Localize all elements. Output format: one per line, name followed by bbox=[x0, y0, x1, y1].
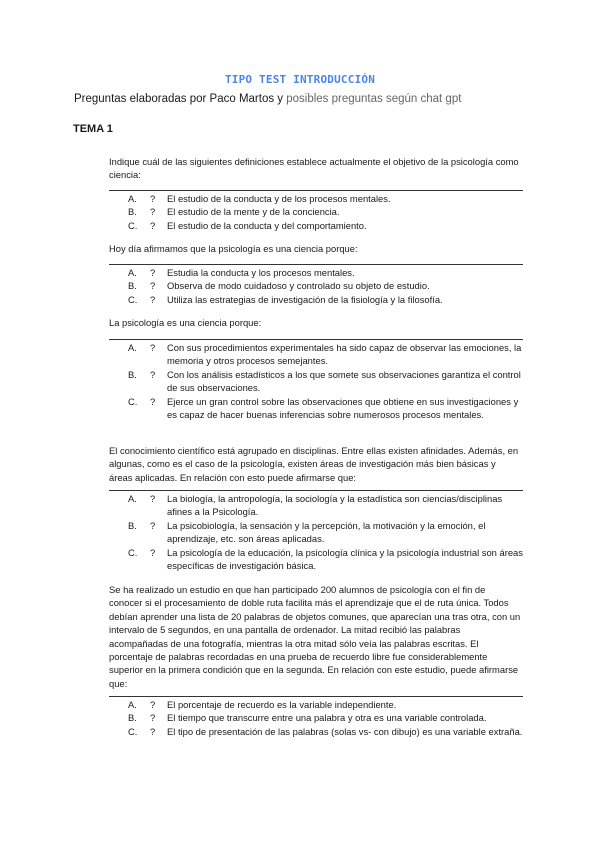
option-mark: ? bbox=[150, 699, 156, 710]
option-2b bbox=[128, 279, 523, 292]
option-text: Con sus procedimientos experimentales ha sido capaz de observar las emociones, la memoria y otros procesos semejantes. bbox=[167, 342, 522, 367]
option-mark: ? bbox=[150, 546, 156, 558]
option-text: El tipo de presentación de las palabras (solas vs- con dibujo) es una variable extraña. bbox=[167, 725, 523, 737]
option-letter: B. bbox=[128, 519, 137, 531]
option-letter: C. bbox=[128, 219, 138, 231]
question-5-rule bbox=[109, 696, 523, 697]
option-text: El porcentaje de recuerdo es la variable independiente. bbox=[167, 699, 397, 710]
subtitle-gpt: posibles preguntas según chat gpt bbox=[286, 93, 462, 105]
option-mark: ? bbox=[150, 725, 156, 737]
option-5a bbox=[128, 698, 523, 711]
question-4-rule bbox=[109, 490, 523, 491]
option-4a bbox=[128, 492, 523, 519]
option-mark: ? bbox=[150, 280, 156, 292]
option-1b bbox=[128, 205, 523, 218]
option-letter: C. bbox=[128, 395, 138, 407]
option-mark: ? bbox=[150, 368, 156, 380]
question-1-rule bbox=[109, 190, 523, 191]
option-letter: C. bbox=[128, 725, 138, 737]
option-text: El estudio de la conducta y de los procesos mentales. bbox=[167, 193, 391, 204]
option-mark: ? bbox=[150, 395, 156, 407]
subtitle-author: Preguntas elaboradas por Paco Martos y bbox=[74, 93, 287, 105]
option-text: Estudia la conducta y los procesos mentales. bbox=[167, 267, 355, 278]
option-letter: B. bbox=[128, 206, 137, 218]
question-2-options bbox=[128, 266, 523, 306]
option-letter: C. bbox=[128, 293, 138, 305]
option-mark: ? bbox=[150, 519, 156, 531]
document-subtitle bbox=[74, 93, 461, 105]
option-text: Ejerce un gran control sobre las observaciones que obtiene en sus investigaciones y es capaz de hacer buenas inferencias sobre numerosos procesos mentales. bbox=[167, 395, 519, 421]
question-3-rule bbox=[109, 339, 523, 340]
option-letter: A. bbox=[128, 699, 137, 710]
option-letter: A. bbox=[128, 193, 137, 204]
option-text: Con los análisis estadísticos a los que somete sus observaciones garantiza el control de sus observaciones. bbox=[167, 368, 521, 394]
question-4-text: El conocimiento científico está agrupado en disciplinas. Entre ellas existen afinidades. Además, en algunas, como es el caso de la psicología, existen áreas de investigación más bien básicas y áreas aplicadas. En relación con esto puede afirmarse que: bbox=[109, 445, 519, 483]
section-heading: TEMA 1 bbox=[73, 123, 113, 135]
option-letter: C. bbox=[128, 546, 138, 558]
question-5-options bbox=[128, 698, 523, 738]
option-text: Observa de modo cuidadoso y controlado su objeto de estudio. bbox=[167, 280, 430, 292]
option-text: El estudio de la conducta y del comportamiento. bbox=[167, 219, 367, 231]
option-text: La biología, la antropología, la sociología y la estadística son ciencias/disciplinas afines a la Psicología. bbox=[167, 493, 503, 518]
option-text: Utiliza las estrategias de investigación de la fisiología y la filosofía. bbox=[167, 293, 443, 305]
question-3-options bbox=[128, 341, 523, 421]
option-3c bbox=[128, 395, 523, 422]
option-text: La psicobiología, la sensación y la percepción, la motivación y la emoción, el aprendizaje, etc. son áreas aplicadas. bbox=[167, 519, 486, 545]
option-mark: ? bbox=[150, 293, 156, 305]
option-mark: ? bbox=[150, 342, 156, 353]
question-5-text: Se ha realizado un estudio en que han participado 200 alumnos de psicología con el fin de conocer si el procesamiento de doble ruta facilita más el aprendizaje que el de ruta única. Todos debían aprender una lista de 20 palabras de objetos comunes, que aparecían una tras otra, con un intervalo de 5 segundos, en una pantalla de ordenador. La mitad recibió las palabras acompañadas de una fotografía, mientras la otra mitad sólo veía las palabras escritas. El porcentaje de palabras recordadas en una prueba de recuerdo libre fue considerablemente superior en la primera condición que en la segunda. En relación con este estudio, puede afirmarse que: bbox=[109, 584, 521, 689]
option-4c bbox=[128, 546, 523, 573]
option-mark: ? bbox=[150, 267, 156, 278]
option-2a bbox=[128, 266, 523, 279]
option-letter: B. bbox=[128, 712, 137, 724]
option-text: El tiempo que transcurre entre una palabra y otra es una variable controlada. bbox=[167, 712, 487, 724]
option-1a bbox=[128, 192, 523, 205]
option-text: El estudio de la mente y de la conciencia. bbox=[167, 206, 340, 218]
option-letter: A. bbox=[128, 267, 137, 278]
question-2-text: Hoy día afirmamos que la psicología es una ciencia porque: bbox=[109, 243, 358, 254]
option-mark: ? bbox=[150, 193, 156, 204]
option-3a bbox=[128, 341, 523, 368]
option-4b bbox=[128, 519, 523, 546]
question-3-text: La psicología es una ciencia porque: bbox=[109, 317, 262, 328]
document-title: TIPO TEST INTRODUCCIÓN bbox=[224, 73, 376, 86]
option-3b bbox=[128, 368, 523, 395]
option-5b bbox=[128, 711, 523, 724]
option-text: La psicología de la educación, la psicología clínica y la psicología industrial son áreas específicas de investigación básica. bbox=[167, 546, 523, 572]
question-1-text: Indique cuál de las siguientes definiciones establece actualmente el objetivo de la psicología como ciencia: bbox=[109, 156, 519, 181]
option-letter: A. bbox=[128, 493, 137, 504]
option-letter: B. bbox=[128, 280, 137, 292]
option-1c bbox=[128, 219, 523, 232]
option-5c bbox=[128, 725, 523, 738]
question-4-options bbox=[128, 492, 523, 572]
option-mark: ? bbox=[150, 712, 156, 724]
option-letter: B. bbox=[128, 368, 137, 380]
question-2-rule bbox=[109, 264, 523, 265]
option-mark: ? bbox=[150, 219, 156, 231]
option-2c bbox=[128, 293, 523, 306]
option-mark: ? bbox=[150, 206, 156, 218]
question-1-options bbox=[128, 192, 523, 232]
option-letter: A. bbox=[128, 342, 137, 353]
option-mark: ? bbox=[150, 493, 156, 504]
